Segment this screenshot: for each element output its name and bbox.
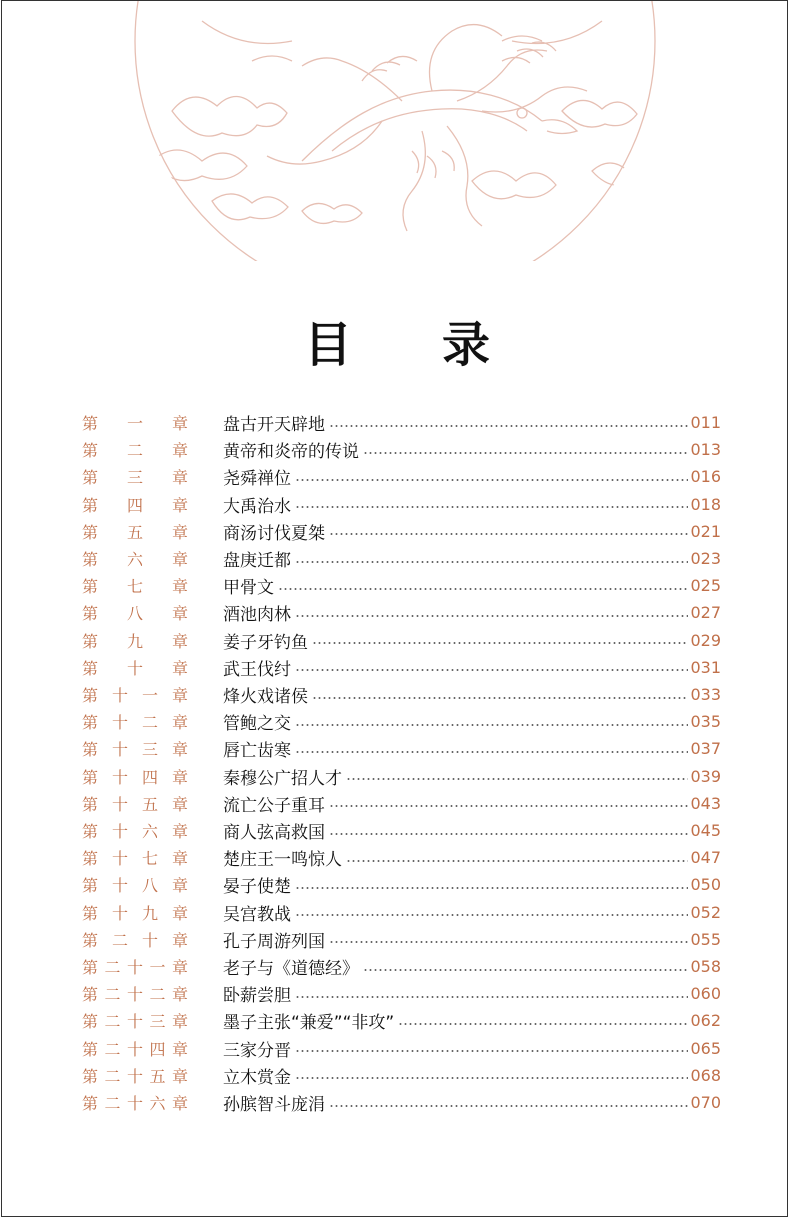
chapter-label-char: 一: [126, 414, 143, 433]
page-number: 023: [690, 549, 721, 568]
chapter-title: 孙膑智斗庞涓: [223, 1095, 325, 1115]
toc-entry[interactable]: [2, 844, 788, 871]
chapter-label-char: 二: [141, 713, 158, 733]
toc-entry-line: [223, 409, 721, 436]
toc-entry[interactable]: [2, 463, 788, 490]
chapter-label-char: 二: [104, 1039, 121, 1059]
chapter-label-char: 八: [126, 604, 143, 624]
chapter-label-char: 九: [126, 631, 143, 651]
chapter-label: [82, 436, 188, 463]
dot-leader: [295, 1077, 688, 1079]
chapter-label: [82, 545, 188, 572]
toc-entry[interactable]: [2, 735, 788, 762]
chapter-label-char: 第: [82, 604, 99, 624]
chapter-label: [82, 463, 188, 490]
chapter-title: 楚庄王一鸣惊人: [223, 850, 342, 871]
page-number: 062: [690, 1011, 721, 1031]
toc-entry[interactable]: [2, 1062, 788, 1089]
toc-entry-line: [223, 491, 721, 518]
chapter-label-char: 二: [104, 1094, 121, 1113]
chapter-label-char: 十: [111, 713, 128, 733]
chapter-label: [82, 627, 188, 654]
toc-entry-line: [223, 763, 721, 790]
chapter-label-char: 十: [126, 985, 143, 1005]
chapter-label-char: 章: [171, 903, 188, 923]
chapter-label-char: 章: [171, 414, 188, 433]
chapter-label-char: 二: [104, 958, 121, 977]
chapter-label-char: 二: [104, 985, 121, 1005]
toc-entry-line: [223, 844, 721, 871]
page-number: 068: [690, 1065, 721, 1085]
toc-entry[interactable]: [2, 627, 788, 654]
chapter-label: [82, 1062, 188, 1089]
toc-entry-line: [223, 1089, 721, 1116]
chapter-label: [82, 518, 188, 545]
chapter-title: 商人弦高救国: [223, 823, 325, 843]
toc-entry[interactable]: [2, 654, 788, 681]
chapter-label-char: 章: [171, 930, 188, 950]
chapter-label-char: 二: [104, 1012, 121, 1032]
chapter-label-char: 九: [141, 903, 158, 923]
chapter-label-char: 二: [126, 441, 143, 461]
chapter-label-char: 第: [82, 414, 99, 433]
chapter-label-char: 第: [82, 740, 99, 760]
chapter-label-char: 八: [141, 876, 158, 896]
chapter-label: [82, 844, 188, 871]
chapter-title: 商汤讨伐夏桀: [223, 523, 325, 544]
page-number: 031: [690, 657, 721, 677]
toc-entry[interactable]: [2, 980, 788, 1007]
dot-leader: [295, 506, 688, 508]
chapter-label: [82, 980, 188, 1007]
dot-leader: [329, 1105, 688, 1107]
dot-leader: [312, 697, 688, 699]
chapter-label: [82, 409, 188, 436]
chapter-label: [82, 491, 188, 518]
dot-leader: [398, 1023, 688, 1025]
chapter-label-char: 三: [141, 740, 158, 760]
chapter-label-char: 章: [171, 958, 188, 977]
dot-leader: [295, 561, 688, 563]
dot-leader: [329, 425, 688, 427]
page-number: 029: [690, 630, 721, 650]
page-number: 018: [690, 494, 721, 514]
toc-entry[interactable]: [2, 871, 788, 898]
toc-entry-line: [223, 735, 721, 762]
dot-leader: [295, 751, 688, 753]
toc-entry-line: [223, 708, 721, 735]
toc-entry[interactable]: [2, 899, 788, 926]
dot-leader: [295, 724, 688, 726]
toc-entry[interactable]: [2, 436, 788, 463]
chapter-title: 立木赏金: [223, 1067, 291, 1088]
chapter-label-char: 章: [171, 1094, 188, 1113]
page-number: 043: [690, 793, 721, 813]
toc-entry[interactable]: [2, 763, 788, 790]
chapter-label-char: 十: [111, 794, 128, 814]
toc-entry-line: [223, 871, 721, 898]
page-number: 011: [690, 413, 721, 432]
dot-leader: [295, 669, 688, 671]
page-number: 055: [690, 929, 721, 949]
chapter-label-char: 十: [111, 767, 128, 787]
chapter-label-char: 十: [141, 930, 158, 950]
chapter-label-char: 第: [82, 1066, 99, 1086]
toc-entry[interactable]: [2, 953, 788, 980]
chapter-title: 盘庚迁都: [223, 551, 291, 571]
chapter-label-char: 十: [111, 822, 128, 841]
chapter-label: [82, 735, 188, 762]
chapter-label-char: 章: [171, 441, 188, 461]
chapter-label-char: 六: [126, 550, 143, 569]
chapter-label-char: 章: [171, 686, 188, 705]
page-number: 025: [690, 576, 721, 596]
chapter-label-char: 第: [82, 767, 99, 787]
chapter-label: [82, 871, 188, 898]
chapter-label-char: 第: [82, 550, 99, 569]
toc-entry-line: [223, 790, 721, 817]
chapter-label: [82, 654, 188, 681]
dot-leader: [295, 1050, 688, 1052]
dot-leader: [329, 833, 688, 835]
toc-entry[interactable]: [2, 409, 788, 436]
page-number: 035: [690, 712, 721, 732]
chapter-label-char: 五: [141, 794, 158, 814]
chapter-label-char: 章: [171, 1012, 188, 1032]
chapter-title: 姜子牙钓鱼: [223, 632, 308, 653]
chapter-title: 酒池肉林: [223, 605, 291, 626]
chapter-label-char: 三: [126, 468, 143, 488]
chapter-label-char: 五: [149, 1066, 166, 1086]
chapter-title: 晏子使楚: [223, 877, 291, 898]
chapter-label-char: 二: [149, 985, 166, 1005]
chapter-label: [82, 926, 188, 953]
chapter-title: 大禹治水: [223, 496, 291, 517]
dot-leader: [329, 805, 688, 807]
chapter-label-char: 六: [149, 1094, 166, 1113]
page-number: 013: [690, 440, 721, 460]
chapter-label-char: 第: [82, 903, 99, 923]
chapter-title: 墨子主张“兼爱”“非攻”: [223, 1013, 395, 1034]
chapter-label-char: 第: [82, 495, 99, 515]
dot-leader: [295, 887, 688, 889]
chapter-label-char: 十: [111, 876, 128, 896]
chapter-label: [82, 790, 188, 817]
chapter-label-char: 章: [171, 495, 188, 515]
page-number: 060: [690, 984, 721, 1004]
chapter-label-char: 第: [82, 958, 99, 977]
book-page: [1, 0, 788, 1217]
chapter-label-char: 章: [171, 604, 188, 624]
dot-leader: [329, 533, 688, 535]
chapter-label-char: 七: [141, 849, 158, 869]
chapter-label-char: 第: [82, 577, 99, 597]
toc-entry-line: [223, 463, 721, 490]
chapter-label-char: 第: [82, 985, 99, 1005]
toc-entry[interactable]: [2, 817, 788, 844]
chapter-label: [82, 708, 188, 735]
chapter-label-char: 第: [82, 441, 99, 461]
chapter-title: 甲骨文: [223, 578, 274, 599]
chapter-title: 盘古开天辟地: [223, 415, 325, 435]
chapter-label-char: 第: [82, 822, 99, 841]
page-number: 037: [690, 739, 721, 759]
chapter-label-char: 四: [149, 1039, 166, 1059]
chapter-label-char: 第: [82, 631, 99, 651]
chapter-title: 吴宫教战: [223, 904, 291, 925]
chapter-label-char: 十: [111, 740, 128, 760]
toc-entry-line: [223, 953, 721, 980]
toc-entry[interactable]: [2, 545, 788, 572]
toc-title-char: 目: [303, 317, 352, 373]
chapter-label-char: 十: [111, 903, 128, 923]
toc-entry[interactable]: [2, 708, 788, 735]
chapter-title: 流亡公子重耳: [223, 795, 325, 816]
chapter-label-char: 章: [171, 767, 188, 787]
chapter-label-char: 章: [171, 740, 188, 760]
chapter-label-char: 十: [126, 1012, 143, 1032]
toc-entry[interactable]: [2, 926, 788, 953]
chapter-label-char: 十: [126, 1039, 143, 1059]
chapter-label-char: 章: [171, 1066, 188, 1086]
chapter-label-char: 七: [126, 577, 143, 597]
chapter-label-char: 章: [171, 794, 188, 814]
dot-leader: [295, 996, 688, 998]
toc-entry-line: [223, 899, 721, 926]
chapter-label: [82, 572, 188, 599]
chapter-label-char: 十: [126, 1066, 143, 1086]
chapter-label-char: 十: [126, 658, 143, 678]
chapter-label-char: 章: [171, 713, 188, 733]
page-number: 039: [690, 766, 721, 786]
chapter-label-char: 三: [149, 1012, 166, 1032]
toc-entry-line: [223, 817, 721, 844]
chapter-label-char: 十: [111, 849, 128, 869]
chapter-title: 唇亡齿寒: [223, 741, 291, 762]
chapter-label: [82, 817, 188, 844]
chapter-label: [82, 1089, 188, 1116]
chapter-label-char: 章: [171, 468, 188, 488]
toc-entry[interactable]: [2, 518, 788, 545]
chapter-label-char: 第: [82, 1012, 99, 1032]
page-number: 033: [690, 685, 721, 704]
dot-leader: [329, 941, 688, 943]
page-number: 045: [690, 821, 721, 840]
chapter-label-char: 第: [82, 522, 99, 542]
toc-entry[interactable]: [2, 1007, 788, 1034]
chapter-label-char: 一: [149, 958, 166, 977]
toc-entry-line: [223, 627, 721, 654]
toc-entry-line: [223, 518, 721, 545]
toc-entry[interactable]: [2, 599, 788, 626]
chapter-label-char: 第: [82, 876, 99, 896]
chapter-label-char: 二: [111, 930, 128, 950]
page-number: 027: [690, 603, 721, 623]
page-number: 016: [690, 467, 721, 487]
toc-entry-line: [223, 1035, 721, 1062]
chapter-label: [82, 1007, 188, 1034]
page-number: 052: [690, 902, 721, 922]
dot-leader: [295, 479, 688, 481]
dot-leader: [295, 914, 688, 916]
chapter-label-char: 章: [171, 849, 188, 869]
chapter-label: [82, 1035, 188, 1062]
dot-leader: [312, 642, 688, 644]
chapter-title: 三家分晋: [223, 1040, 291, 1061]
chapter-label-char: 十: [126, 1094, 143, 1113]
chapter-label: [82, 599, 188, 626]
chapter-label-char: 四: [141, 767, 158, 787]
chapter-label-char: 章: [171, 631, 188, 651]
page-number: 070: [690, 1093, 721, 1112]
toc-entry[interactable]: [2, 572, 788, 599]
page-number: 047: [690, 848, 721, 868]
chapter-label: [82, 763, 188, 790]
chapter-label-char: 第: [82, 930, 99, 950]
chapter-label-char: 第: [82, 468, 99, 488]
toc-entry-line: [223, 1062, 721, 1089]
chapter-label-char: 章: [171, 550, 188, 569]
dot-leader: [346, 778, 688, 780]
chapter-label-char: 章: [171, 876, 188, 896]
chapter-label-char: 章: [171, 822, 188, 841]
toc-entry[interactable]: [2, 1089, 788, 1116]
dot-leader: [363, 969, 688, 971]
chapter-label-char: 第: [82, 658, 99, 678]
chapter-label-char: 章: [171, 1039, 188, 1059]
chapter-label: [82, 953, 188, 980]
toc-entry-line: [223, 926, 721, 953]
chapter-title: 卧薪尝胆: [223, 986, 291, 1007]
toc-title-char: 录: [442, 317, 491, 373]
phoenix-medallion-icon: [2, 1, 788, 261]
chapter-label-char: 六: [141, 822, 158, 841]
chapter-title: 秦穆公广招人才: [223, 768, 342, 789]
chapter-label-char: 章: [171, 577, 188, 597]
page-number: 050: [690, 875, 721, 895]
page-number: 058: [690, 957, 721, 976]
chapter-label: [82, 681, 188, 708]
page-number: 021: [690, 521, 721, 541]
chapter-label-char: 第: [82, 686, 99, 705]
page-number: 065: [690, 1038, 721, 1058]
chapter-title: 孔子周游列国: [223, 931, 325, 952]
toc-entry-line: [223, 654, 721, 681]
toc-title: [2, 306, 788, 375]
chapter-label: [82, 899, 188, 926]
chapter-label-char: 第: [82, 713, 99, 733]
chapter-label-char: 二: [104, 1066, 121, 1086]
chapter-label-char: 第: [82, 1094, 99, 1113]
chapter-title: 武王伐纣: [223, 659, 291, 680]
chapter-label-char: 四: [126, 495, 143, 515]
chapter-label-char: 第: [82, 849, 99, 869]
toc-entry-line: [223, 572, 721, 599]
chapter-label-char: 十: [126, 958, 143, 977]
toc-entry-line: [223, 681, 721, 708]
toc-entry-line: [223, 599, 721, 626]
dot-leader: [278, 588, 688, 590]
dot-leader: [295, 615, 688, 617]
toc-entry[interactable]: [2, 1035, 788, 1062]
chapter-title: 黄帝和炎帝的传说: [223, 442, 359, 463]
chapter-title: 尧舜禅位: [223, 469, 291, 490]
toc-entry-line: [223, 436, 721, 463]
chapter-label-char: 第: [82, 1039, 99, 1059]
chapter-label-char: 五: [126, 522, 143, 542]
chapter-label-char: 章: [171, 522, 188, 542]
chapter-label-char: 十: [111, 686, 128, 705]
chapter-title: 烽火戏诸侯: [223, 687, 308, 707]
toc-entry-line: [223, 980, 721, 1007]
toc-entry[interactable]: [2, 681, 788, 708]
toc-entry-line: [223, 1007, 721, 1034]
dot-leader: [346, 860, 688, 862]
dot-leader: [363, 452, 688, 454]
toc-entry[interactable]: [2, 491, 788, 518]
chapter-title: 管鲍之交: [223, 714, 291, 735]
chapter-label-char: 章: [171, 658, 188, 678]
chapter-label-char: 章: [171, 985, 188, 1005]
chapter-label-char: 一: [141, 686, 158, 705]
toc-entry-line: [223, 545, 721, 572]
chapter-title: 老子与《道德经》: [223, 959, 359, 979]
toc-entry[interactable]: [2, 790, 788, 817]
chapter-label-char: 第: [82, 794, 99, 814]
